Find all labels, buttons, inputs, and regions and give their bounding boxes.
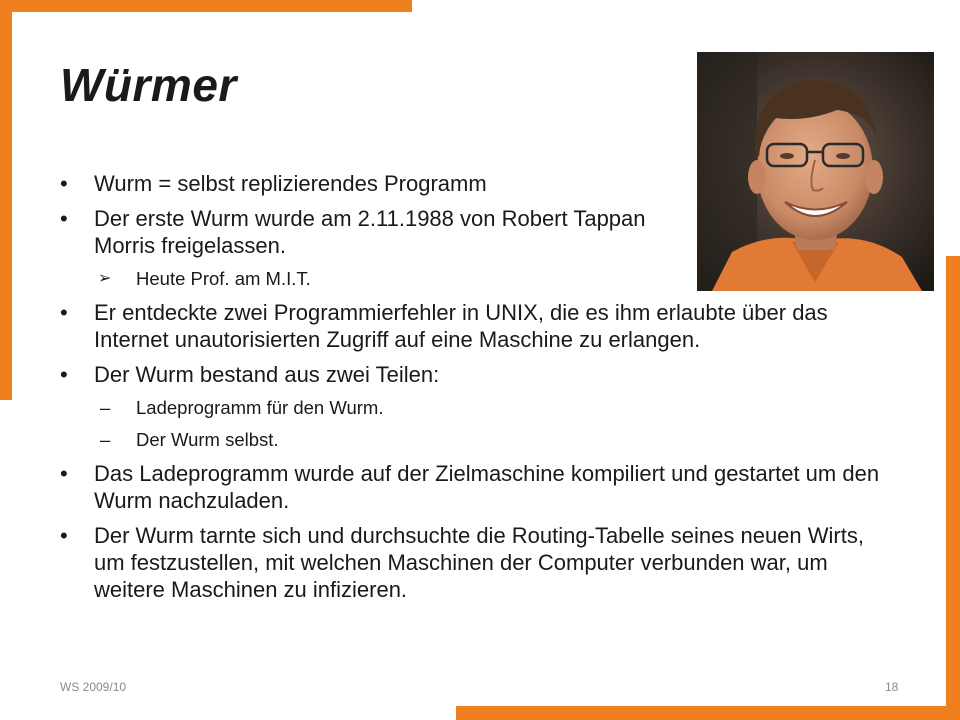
bullet-text: Das Ladeprogramm wurde auf der Zielmaschine kompiliert und gestartet um den Wurm nachzuladen.	[94, 461, 880, 513]
sub-bullet-text: Heute Prof. am M.I.T.	[136, 268, 311, 289]
bullet-marker: •	[60, 300, 68, 325]
footer-semester: WS 2009/10	[60, 680, 127, 694]
bullet-text: Der erste Wurm wurde am 2.11.1988 von Robert Tappan Morris freigelassen.	[94, 206, 646, 258]
sub-bullet-item	[60, 267, 890, 291]
bullet-marker: •	[60, 461, 68, 486]
accent-bar-top	[0, 0, 412, 12]
bullet-item	[60, 522, 890, 603]
bullet-text: Der Wurm tarnte sich und durchsuchte die Routing-Tabelle seines neuen Wirts, um festzustellen, mit welchen Maschinen der Computer verbunden war, um weitere Maschinen zu infizieren.	[94, 523, 864, 602]
bullet-list	[60, 170, 890, 611]
dash-marker: –	[100, 429, 111, 450]
accent-bar-right	[946, 256, 960, 720]
accent-bar-bottom	[456, 706, 960, 720]
sub-bullet-text: Ladeprogramm für den Wurm.	[136, 397, 384, 418]
dash-marker: –	[100, 397, 111, 418]
bullet-marker: •	[60, 523, 68, 548]
bullet-marker: •	[60, 362, 68, 387]
bullet-text: Wurm = selbst replizierendes Programm	[94, 171, 487, 196]
bullet-marker: •	[60, 171, 68, 196]
accent-bar-left	[0, 0, 12, 400]
sub-bullet-item	[60, 428, 890, 452]
bullet-item	[60, 460, 890, 514]
bullet-text: Der Wurm bestand aus zwei Teilen:	[94, 362, 440, 387]
bullet-item	[60, 170, 890, 197]
sub-bullet-item	[60, 396, 890, 420]
sub-bullet-text: Der Wurm selbst.	[136, 429, 279, 450]
bullet-item	[60, 205, 890, 259]
arrow-marker-icon: ➢	[98, 270, 112, 287]
bullet-marker: •	[60, 206, 68, 231]
bullet-item	[60, 361, 890, 388]
bullet-item	[60, 299, 890, 353]
footer-page-number: 18	[885, 680, 899, 694]
bullet-text: Er entdeckte zwei Programmierfehler in UNIX, die es ihm erlaubte über das Internet unautorisierten Zugriff auf eine Maschine zu erlangen.	[94, 300, 828, 352]
slide-title: Würmer	[60, 59, 237, 111]
